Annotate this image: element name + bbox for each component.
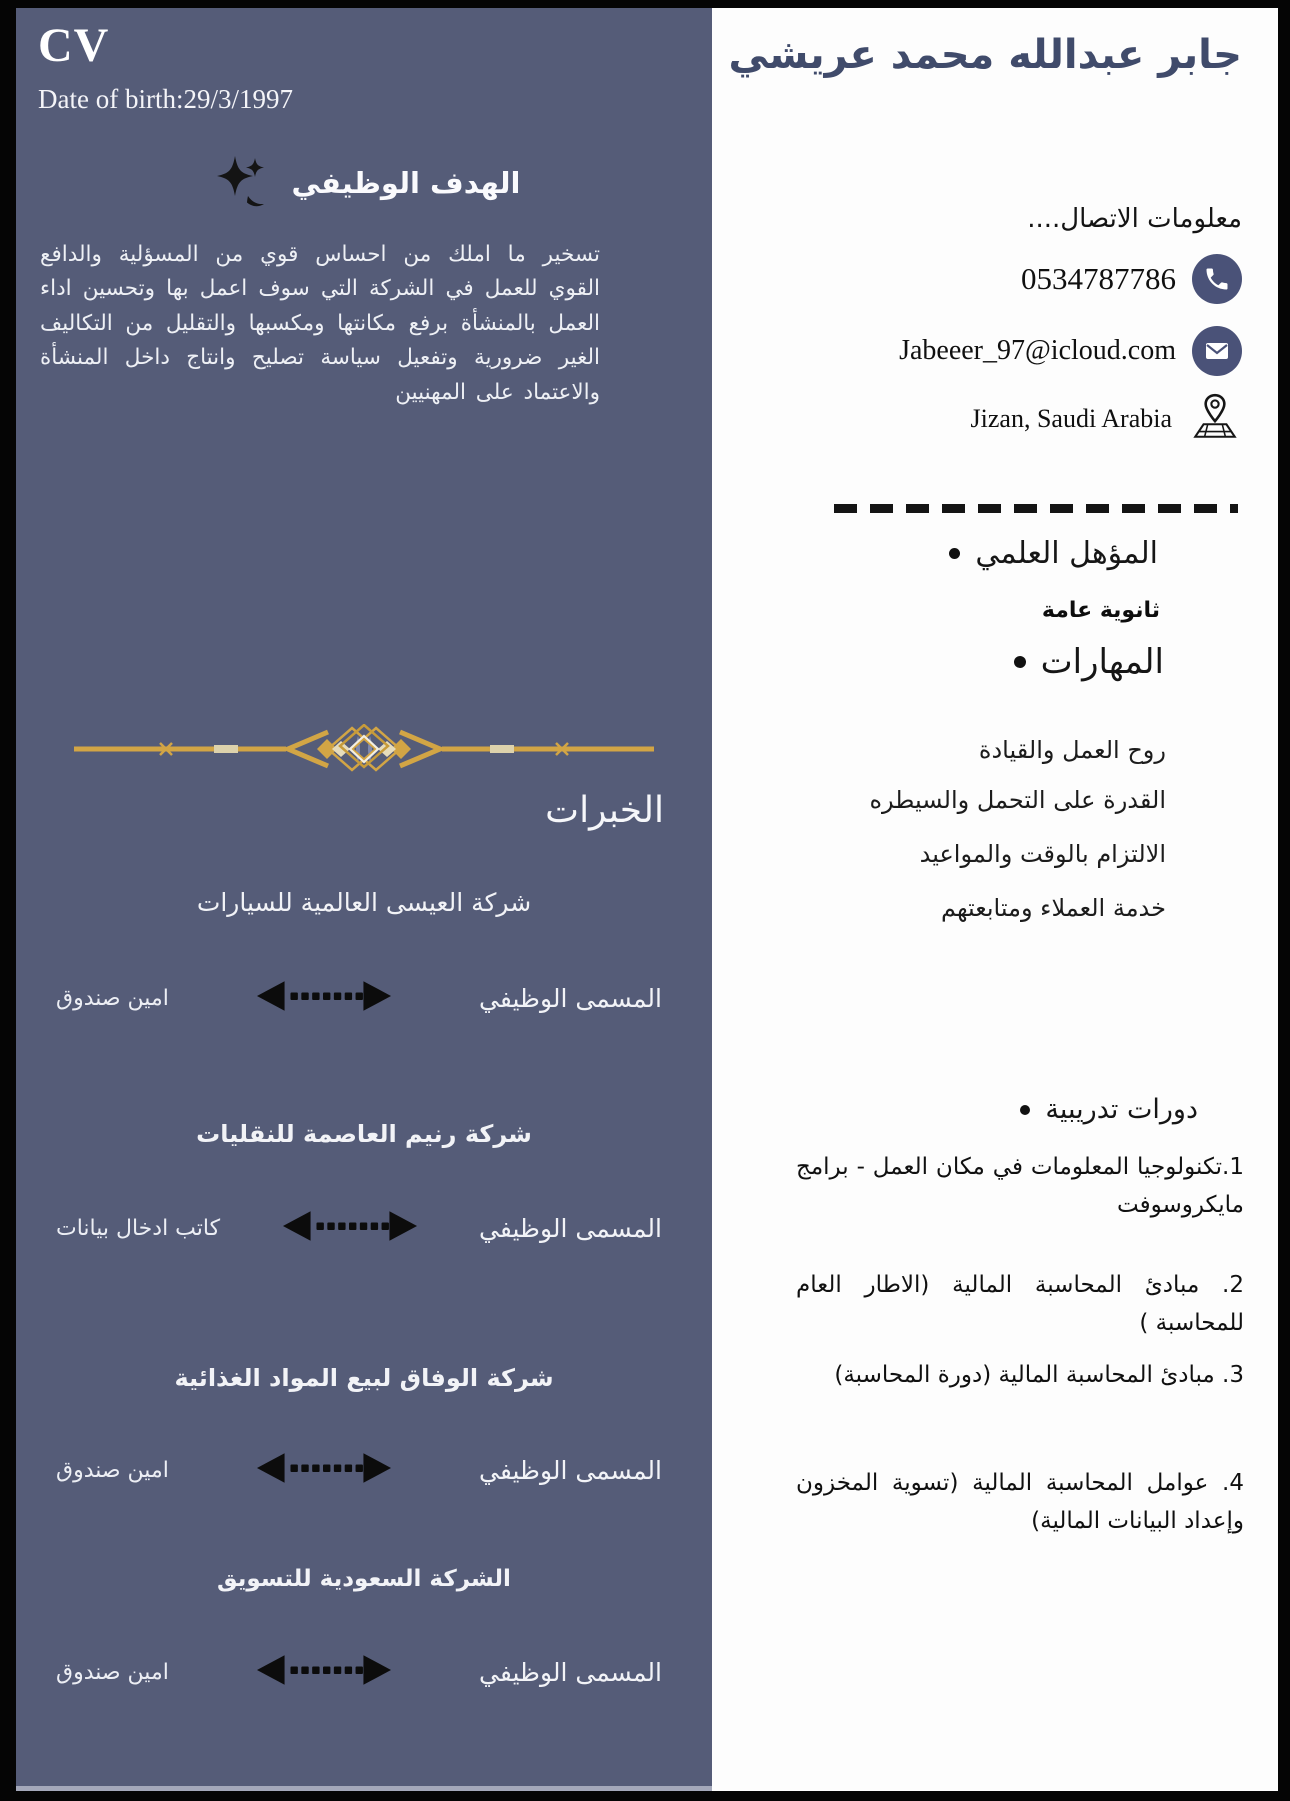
skill-item: القدرة على التحمل والسيطره xyxy=(869,786,1166,814)
phone-row xyxy=(1021,254,1242,304)
bullet-icon xyxy=(949,548,960,559)
person-name: جابر عبدالله محمد عريشي xyxy=(728,32,1242,78)
email-address: Jabeeer_97@icloud.com xyxy=(899,335,1176,366)
course-item: 3. مبادئ المحاسبة المالية (دورة المحاسبة) xyxy=(834,1362,1244,1388)
job-role-value: امين صندوق xyxy=(56,1659,169,1685)
course-item: 1.تكنولوجيا المعلومات في مكان العمل - برامج مايكروسوفت xyxy=(796,1154,1244,1218)
job-role-value: امين صندوق xyxy=(56,985,169,1011)
cv-title: CV xyxy=(38,19,110,72)
course-item: 4. عوامل المحاسبة المالية (تسوية المخزون وإعداد البيانات المالية) xyxy=(796,1470,1244,1534)
objective-title: الهدف الوظيفي xyxy=(291,166,521,200)
contact-section-title: معلومات الاتصال.... xyxy=(1027,204,1242,234)
company-name: شركة رنيم العاصمة للنقليات xyxy=(196,1120,532,1148)
company-name: شركة الوفاق لبيع المواد الغذائية xyxy=(174,1364,554,1392)
location-row xyxy=(971,390,1242,448)
dotted-double-arrow-icon xyxy=(255,1652,393,1692)
experience-row xyxy=(56,1644,662,1700)
skills-section-title: المهارات xyxy=(1014,642,1164,682)
experience-row xyxy=(56,1442,662,1498)
left-panel xyxy=(16,8,712,1791)
dotted-double-arrow-icon xyxy=(255,978,393,1018)
education-value: ثانوية عامة xyxy=(1041,598,1160,623)
company-name: الشركة السعودية للتسويق xyxy=(217,1566,511,1592)
job-role-value: كاتب ادخال بيانات xyxy=(56,1215,221,1241)
date-of-birth: Date of birth:29/3/1997 xyxy=(38,84,293,114)
phone-number: 0534787786 xyxy=(1021,261,1176,296)
map-pin-icon xyxy=(1188,390,1242,448)
dotted-double-arrow-icon xyxy=(255,1450,393,1490)
job-title-label: المسمى الوظيفي xyxy=(479,1213,662,1243)
course-item: 2. مبادئ المحاسبة المالية (الاطار العام للمحاسبة ) xyxy=(796,1272,1244,1336)
experience-row xyxy=(56,1200,662,1256)
phone-icon xyxy=(1192,254,1242,304)
gold-ornament-divider xyxy=(66,724,662,778)
objective-text: تسخير ما املك من احساس قوي من المسؤلية والدافع القوي للعمل في الشركة التي سوف اعمل بها وتحسين اداء العمل بالمنشأة برفع مكانتها ومكسبها والتقليل من التكاليف الغير ضرورية وتفعيل سياسة تصليح وانتاج داخل المنشأة والاعتماد على المهنيين xyxy=(40,242,600,405)
job-role-value: امين صندوق xyxy=(56,1457,169,1483)
experience-section-title: الخبرات xyxy=(545,790,664,831)
bullet-icon xyxy=(1020,1105,1030,1115)
sparkles-icon xyxy=(208,148,274,218)
education-section-title: المؤهل العلمي xyxy=(949,536,1158,571)
cv-page xyxy=(16,8,1278,1791)
location-text: Jizan, Saudi Arabia xyxy=(970,404,1172,433)
job-title-label: المسمى الوظيفي xyxy=(479,983,662,1013)
dotted-double-arrow-icon xyxy=(281,1208,419,1248)
objective-header xyxy=(16,148,712,218)
email-row xyxy=(899,326,1242,376)
skill-item: روح العمل والقيادة xyxy=(978,736,1166,764)
courses-section-title: دورات تدريبية xyxy=(1020,1094,1198,1125)
company-name: شركة العيسى العالمية للسيارات xyxy=(196,888,532,917)
right-panel xyxy=(712,8,1278,1791)
bullet-icon xyxy=(1014,656,1026,668)
skill-item: خدمة العملاء ومتابعتهم xyxy=(941,894,1166,922)
dashed-divider xyxy=(834,504,1238,513)
job-title-label: المسمى الوظيفي xyxy=(479,1455,662,1485)
envelope-icon xyxy=(1192,326,1242,376)
experience-row xyxy=(56,970,662,1026)
job-title-label: المسمى الوظيفي xyxy=(479,1657,662,1687)
skill-item: الالتزام بالوقت والمواعيد xyxy=(919,840,1166,868)
